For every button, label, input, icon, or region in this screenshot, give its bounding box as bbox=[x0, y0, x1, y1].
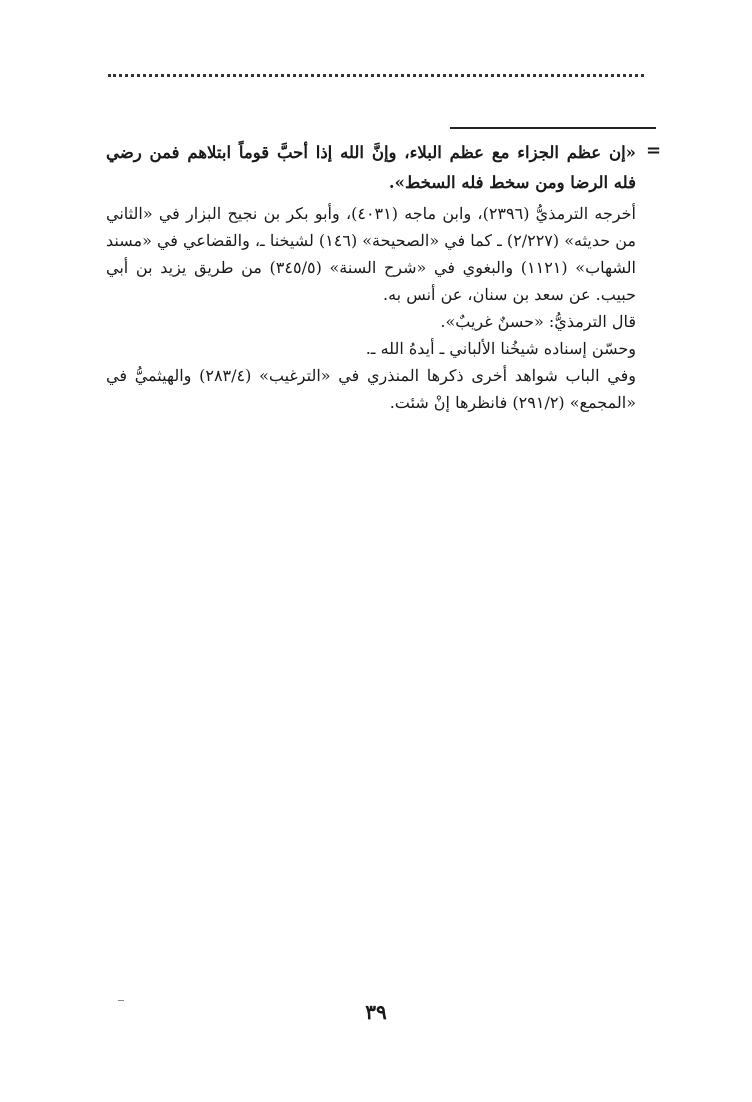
top-dotted-rule bbox=[108, 74, 644, 77]
albani-grading: وحسّن إسناده شيخُنا الألباني ـ أيدهُ الله ـ. bbox=[365, 339, 636, 358]
page-number: ٣٩ bbox=[365, 1000, 387, 1024]
supporting-narrations: وفي الباب شواهد أخرى ذكرها المنذري في «الترغيب» (٢٨٣/٤) والهيثميُّ في «المجمع» (٢٩١/٢) فانظرها إنْ شئت. bbox=[106, 366, 637, 412]
tirmidhi-verdict: قال الترمذيُّ: «حسنٌ غريبٌ». bbox=[440, 312, 636, 331]
footnote-body bbox=[106, 138, 636, 416]
continuation-marker: = bbox=[646, 140, 662, 161]
hadith-text: «إن عظم الجزاء مع عظم البلاء، وإنَّ الله إذا أحبَّ قوماً ابتلاهم فمن رضي فله الرضا ومن سخط فله السخط». bbox=[106, 143, 636, 192]
takhrij-paragraph: أخرجه الترمذيُّ (٢٣٩٦)، وابن ماجه (٤٠٣١)، وأبو بكر بن نجيح البزار في «الثاني من حديثه» (٢/٢٢٧) ـ كما في «الصحيحة» (١٤٦) لشيخنا ـ، والقضاعي في «مسند الشهاب» (١١٢١) والبغوي في «شرح السنة» (٣٤٥/٥) من طريق يزيد بن أبي حبيب. عن سعد بن سنان، عن أنس به. bbox=[106, 204, 637, 304]
footnote-separator bbox=[450, 127, 656, 129]
